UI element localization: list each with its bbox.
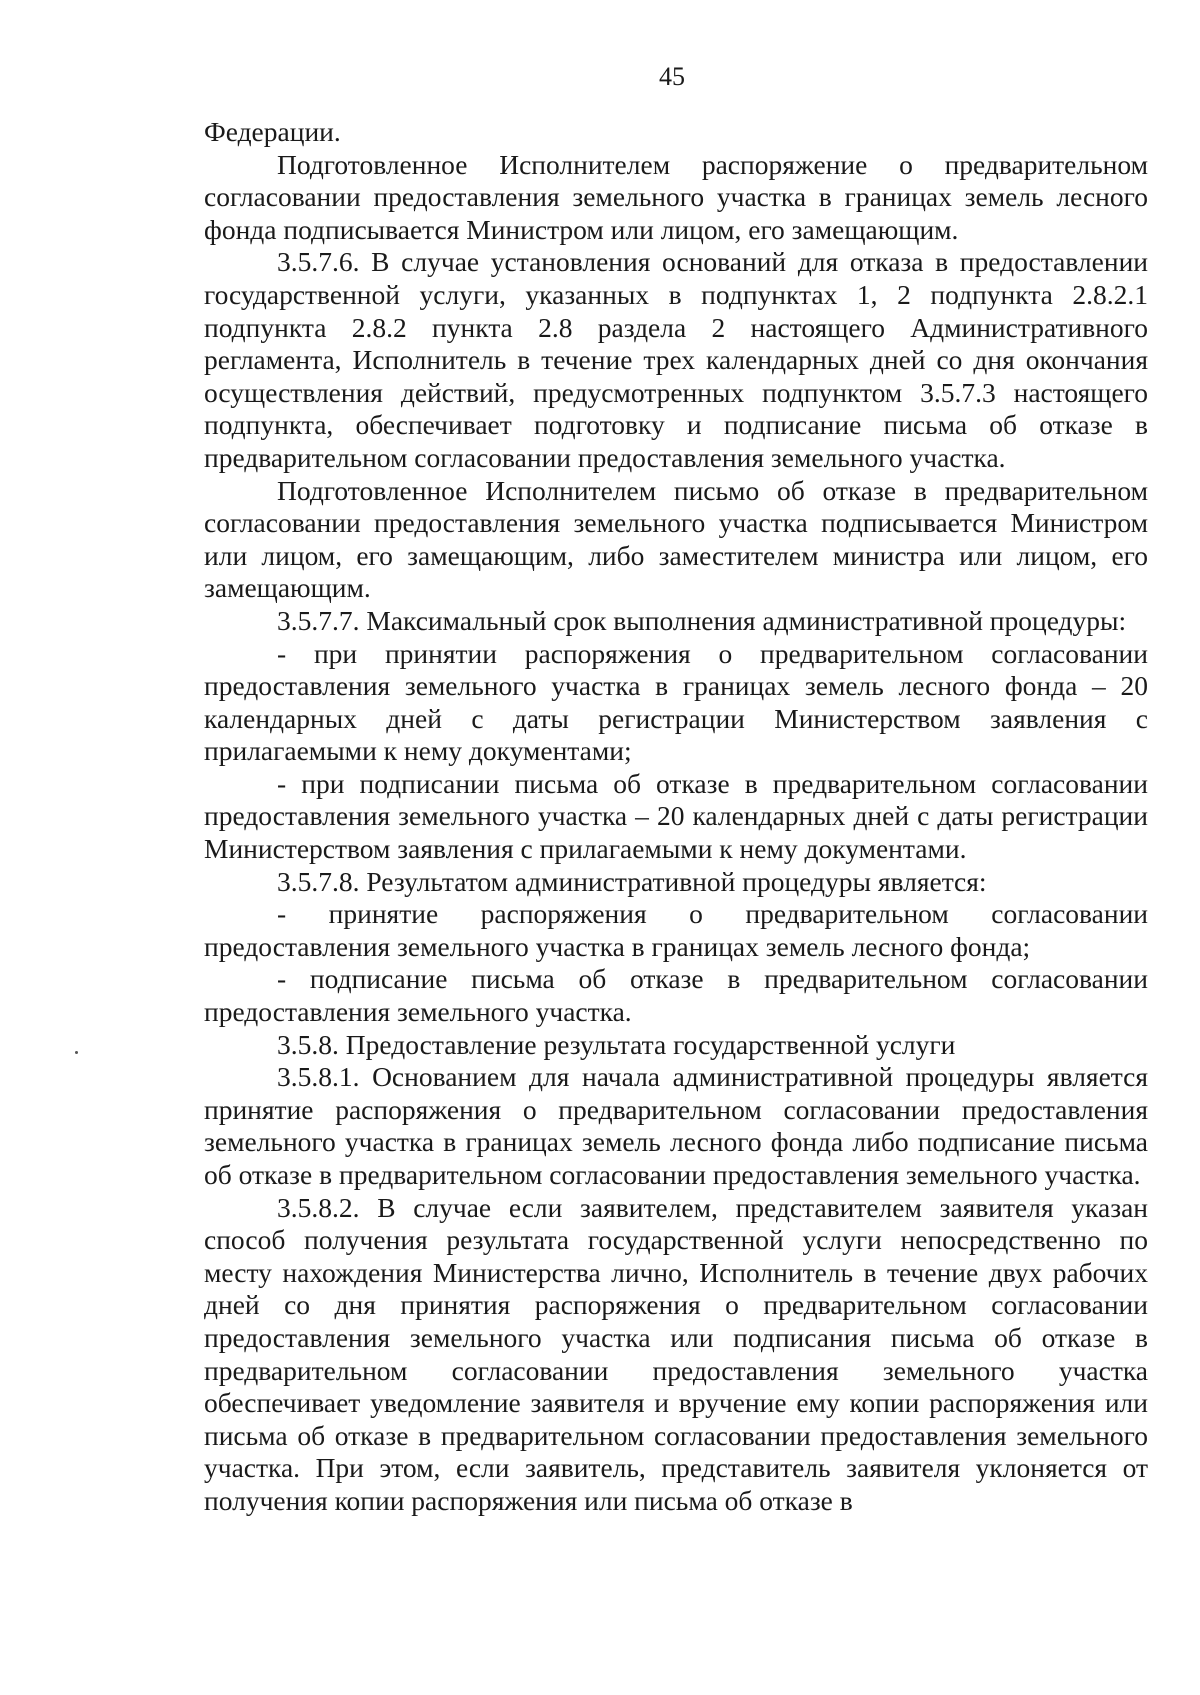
paragraph: 3.5.7.6. В случае установления оснований для отказа в предоставлении государственной услуги, указанных в подпунктах 1, 2 подпункта 2.8.2.1 подпункта 2.8.2 пункта 2.8 раздела 2 настоящего Административного регламента, Исполнитель в течение трех календарных дней со дня окончания осуществления действий, предусмотренных подпунктом 3.5.7.3 настоящего подпункта, обеспечивает подготовку и подписание письма об отказе в предварительном согласовании предоставления земельного участка.: [204, 246, 1148, 473]
paragraph: - подписание письма об отказе в предварительном согласовании предоставления земельного участка.: [204, 963, 1148, 1028]
paragraph: 3.5.8.2. В случае если заявителем, представителем заявителя указан способ получения результата государственной услуги непосредственно по месту нахождения Министерства лично, Исполнитель в течение двух рабочих дней со дня принятия распоряжения о предварительном согласовании предоставления земельного участка или подписания письма об отказе в предварительном согласовании предоставления земельного участка обеспечивает уведомление заявителя и вручение ему копии распоряжения или письма об отказе в предварительном согласовании предоставления земельного участка. При этом, если заявитель, представитель заявителя уклоняется от получения копии распоряжения или письма об отказе в: [204, 1191, 1148, 1516]
scan-speck: [75, 1051, 78, 1054]
paragraph: - при подписании письма об отказе в предварительном согласовании предоставления земельного участка – 20 календарных дней с даты регистрации Министерством заявления с прилагаемыми к нему документами.: [204, 767, 1148, 865]
document-body: [204, 116, 1148, 1518]
paragraph: 3.5.7.8. Результатом административной процедуры является:: [277, 865, 987, 897]
page-number: 45: [659, 62, 685, 91]
paragraph: Федерации.: [204, 116, 341, 147]
paragraph: Подготовленное Исполнителем распоряжение о предварительном согласовании предоставления земельного участка в границах земель лесного фонда подписывается Министром или лицом, его замещающим.: [204, 148, 1148, 245]
paragraph: - при принятии распоряжения о предварительном согласовании предоставления земельного участка в границах земель лесного фонда – 20 календарных дней с даты регистрации Министерством заявления с прилагаемыми к нему документами;: [204, 637, 1148, 767]
paragraph: - принятие распоряжения о предварительном согласовании предоставления земельного участка в границах земель лесного фонда;: [204, 898, 1148, 962]
paragraph: Подготовленное Исполнителем письмо об отказе в предварительном согласовании предоставления земельного участка подписывается Министром или лицом, его замещающим, либо заместителем министра или лицом, его замещающим.: [204, 474, 1148, 604]
paragraph: 3.5.8. Предоставление результата государственной услуги: [277, 1028, 956, 1060]
paragraph: 3.5.8.1. Основанием для начала административной процедуры является принятие распоряжения о предварительном согласовании предоставления земельного участка в границах земель лесного фонда либо подписание письма об отказе в предварительном согласовании предоставления земельного участка.: [204, 1061, 1148, 1190]
paragraph: 3.5.7.7. Максимальный срок выполнения административной процедуры:: [277, 604, 1127, 636]
